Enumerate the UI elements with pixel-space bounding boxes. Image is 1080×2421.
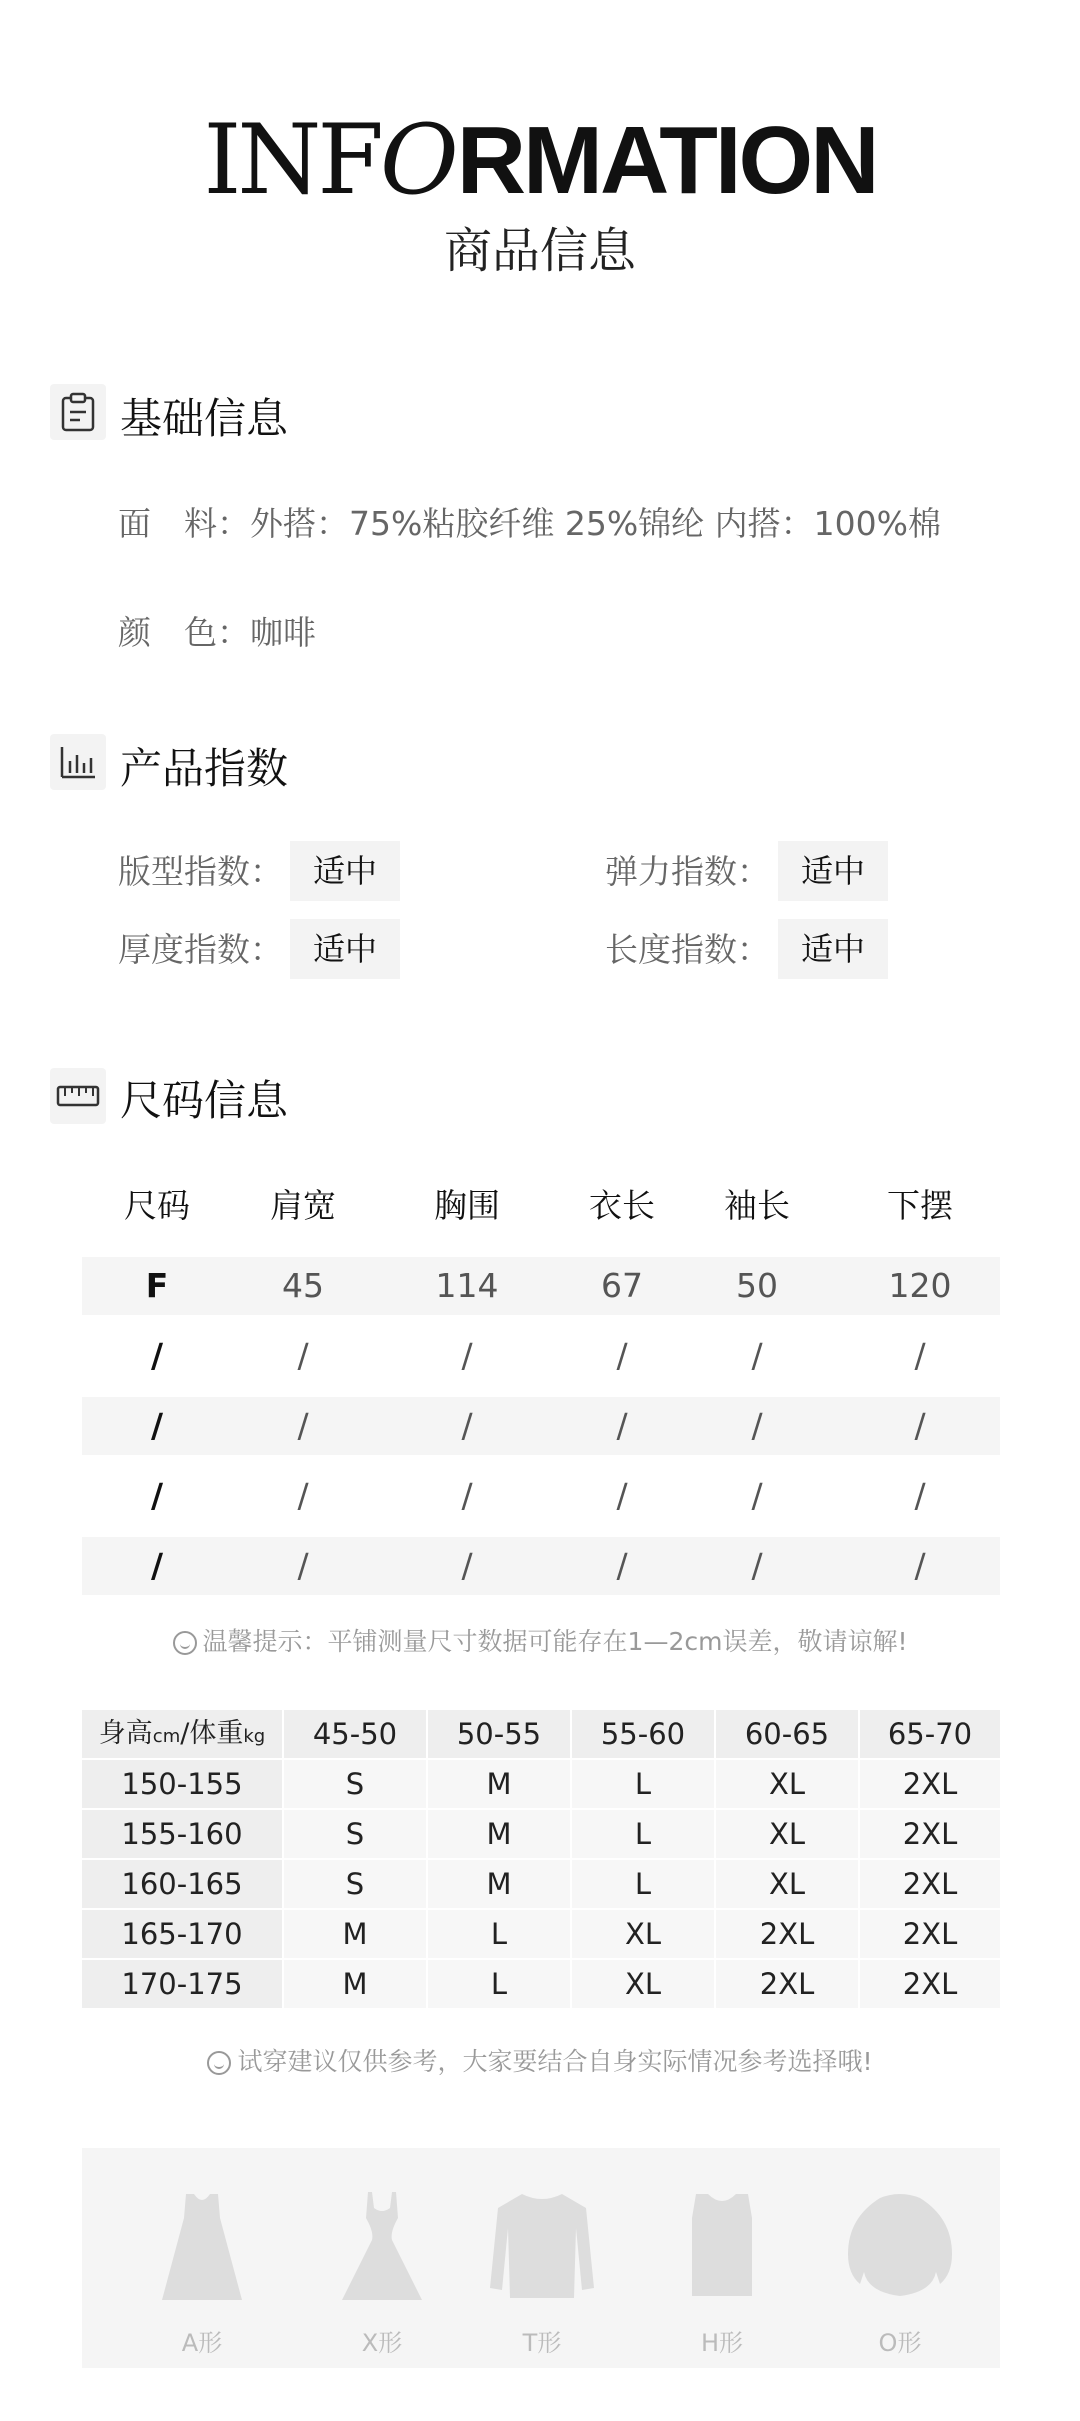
stretch-index-value: 适中 [778,841,888,901]
size-cell: / [914,1336,926,1375]
size-cell: / [461,1476,473,1515]
size-header-cell: 肩宽 [270,1186,336,1225]
recommend-note [0,2042,1080,2078]
size-cell: / [616,1546,628,1585]
recommend-note-text: 试穿建议仅供参考，大家要结合自身实际情况参考选择哦! [237,2047,873,2076]
size-table-row [82,1537,1000,1595]
size-cell: / [751,1336,763,1375]
o-shape-coat-icon [840,2188,960,2312]
size-cell: 67 [601,1266,643,1305]
rec-size-cell: M [428,1810,570,1858]
silhouette-panel [82,2148,1000,2368]
title-part-italic: O [380,104,457,216]
size-table-row [82,1257,1000,1315]
x-line-dress-icon [322,2188,442,2312]
size-header-cell: 衣长 [589,1186,655,1225]
size-cell: / [461,1336,473,1375]
a-line-dress-icon [142,2188,262,2312]
rec-corner-cell [82,1710,282,1758]
size-table-header [82,1177,1000,1235]
rec-size-cell: 2XL [716,1960,858,2008]
size-cell: 45 [282,1266,324,1305]
size-header-cell: 尺码 [124,1186,190,1225]
size-header-cell: 胸围 [434,1186,500,1225]
rec-size-cell: XL [716,1760,858,1808]
rec-weight-header: 60-65 [716,1710,858,1758]
section-title-index: 产品指数 [120,744,289,793]
ruler-icon [50,1068,106,1124]
size-cell: / [461,1546,473,1585]
section-title-size: 尺码信息 [120,1076,289,1125]
size-table-row [82,1327,1000,1385]
silhouette-label: X形 [361,2329,403,2357]
silhouette-label: H形 [700,2329,744,2357]
rec-height-cell: 150-155 [82,1760,282,1808]
silhouette-label: A形 [181,2329,223,2357]
rec-corner-sep: /体重 [180,1718,244,1749]
size-cell: / [751,1406,763,1445]
length-index-value: 适中 [778,919,888,979]
rec-height-cell: 160-165 [82,1860,282,1908]
size-cell: / [297,1336,309,1375]
rec-size-cell: 2XL [860,1910,1000,1958]
rec-row [82,1760,1000,1808]
rec-height-cell: 170-175 [82,1960,282,2008]
rec-row [82,1810,1000,1858]
rec-corner-weight-unit: kg [243,1726,266,1747]
rec-size-cell: XL [572,1910,714,1958]
page-title [0,105,1080,216]
rec-header-row [82,1710,1000,1758]
title-part-thin: INF [203,104,380,216]
size-cell: / [297,1406,309,1445]
size-cell: / [150,1546,164,1585]
rec-size-cell: 2XL [860,1810,1000,1858]
rec-size-cell: L [428,1960,570,2008]
rec-weight-header: 50-55 [428,1710,570,1758]
rec-size-cell: S [284,1860,426,1908]
rec-size-cell: XL [716,1810,858,1858]
size-cell: / [914,1406,926,1445]
rec-size-cell: S [284,1760,426,1808]
rec-size-cell: 2XL [716,1910,858,1958]
t-shape-top-icon [482,2188,602,2312]
rec-size-cell: M [428,1860,570,1908]
size-note [0,1622,1080,1658]
rec-size-cell: XL [716,1860,858,1908]
size-cell: / [616,1406,628,1445]
stretch-index-label: 弹力指数： [605,852,770,891]
bar-chart-icon [50,734,106,790]
size-table-row [82,1397,1000,1455]
rec-size-cell: XL [572,1960,714,2008]
rec-size-cell: M [284,1960,426,2008]
rec-height-cell: 155-160 [82,1810,282,1858]
rec-row [82,1860,1000,1908]
rec-weight-header: 55-60 [572,1710,714,1758]
fit-index-label: 版型指数： [118,852,283,891]
color-value: 咖啡 [250,613,316,652]
rec-size-cell: L [572,1760,714,1808]
size-header-cell: 袖长 [724,1186,790,1225]
fabric-value: 外搭：75%粘胶纤维 25%锦纶 内搭：100%棉 [250,504,942,543]
fabric-attr [118,498,941,545]
thickness-index-label: 厚度指数： [118,930,283,969]
size-cell: / [751,1546,763,1585]
size-cell: / [150,1476,164,1515]
rec-size-cell: S [284,1810,426,1858]
size-cell: 114 [435,1266,499,1305]
size-cell: / [751,1476,763,1515]
rec-row [82,1960,1000,2008]
size-cell: F [145,1266,169,1305]
rec-weight-header: 45-50 [284,1710,426,1758]
silhouette-label: O形 [878,2329,922,2357]
color-attr [118,607,316,654]
rec-size-cell: 2XL [860,1760,1000,1808]
silhouette-label: T形 [522,2329,562,2357]
size-cell: / [297,1476,309,1515]
rec-size-cell: 2XL [860,1960,1000,2008]
h-shape-top-icon [662,2188,782,2312]
size-cell: / [461,1406,473,1445]
size-cell: 50 [736,1266,778,1305]
size-cell: / [150,1336,164,1375]
rec-size-cell: 2XL [860,1860,1000,1908]
size-cell: / [150,1406,164,1445]
size-cell: / [616,1336,628,1375]
size-note-text: 温馨提示：平铺测量尺寸数据可能存在1—2cm误差，敬请谅解! [202,1627,908,1656]
smiley-icon [173,1631,197,1655]
smiley-icon [207,2051,231,2075]
rec-row [82,1910,1000,1958]
size-cell: / [914,1546,926,1585]
size-cell: / [914,1476,926,1515]
color-key: 颜 色： [118,613,250,652]
title-part-bold: RMATION [456,107,877,214]
size-cell: / [616,1476,628,1515]
length-index-label: 长度指数： [605,930,770,969]
fit-index-value: 适中 [290,841,400,901]
section-title-basic: 基础信息 [120,394,289,443]
rec-size-cell: M [284,1910,426,1958]
size-table-row [82,1467,1000,1525]
size-cell: 120 [888,1266,952,1305]
rec-weight-header: 65-70 [860,1710,1000,1758]
rec-size-cell: L [428,1910,570,1958]
clipboard-icon [50,384,106,440]
page-subtitle: 商品信息 [443,223,636,279]
thickness-index-value: 适中 [290,919,400,979]
rec-size-cell: L [572,1860,714,1908]
size-cell: / [297,1546,309,1585]
rec-height-cell: 165-170 [82,1910,282,1958]
rec-corner-height: 身高 [98,1718,153,1749]
fabric-key: 面 料： [118,504,250,543]
rec-size-cell: L [572,1810,714,1858]
rec-size-cell: M [428,1760,570,1808]
rec-corner-height-unit: cm [152,1726,181,1747]
size-header-cell: 下摆 [887,1186,953,1225]
